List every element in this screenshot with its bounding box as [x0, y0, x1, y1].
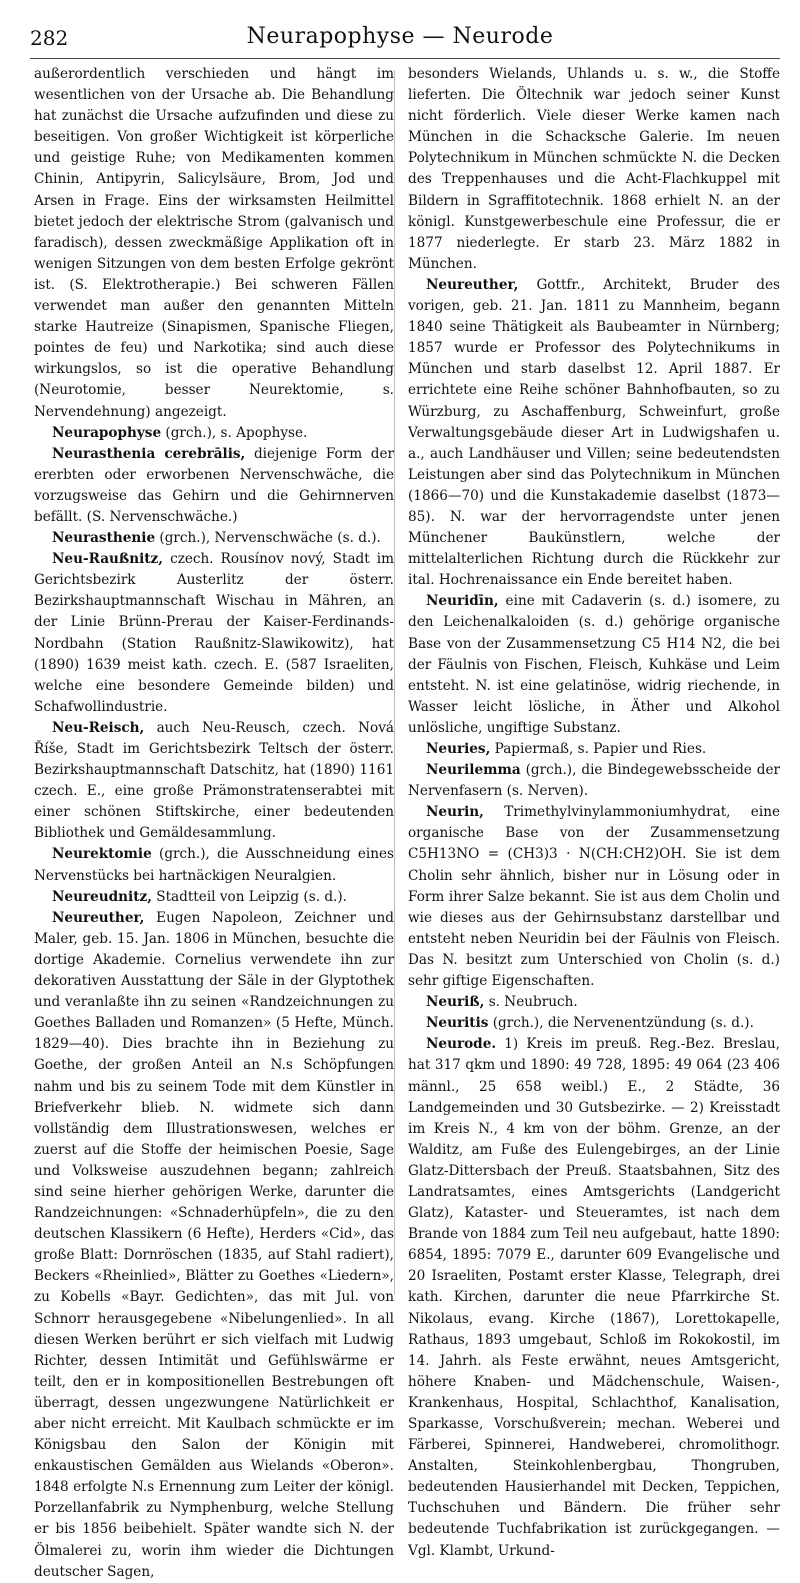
dictionary-entry — [408, 64, 780, 275]
dictionary-entry — [34, 908, 394, 1583]
header-rule — [30, 58, 780, 59]
page-number: 282 — [30, 26, 69, 50]
entry-text: außerordentlich verschieden und hängt im wesentlichen von der Ursache ab. Die Behandlung hat zunächst die Ursache aufzufinden und diese zu beseitigen. Von großer Wichtigkeit ist körperliche und geistige Ruhe; von Medikamenten kommen Chinin, Antipyrin, Salicylsäure, Brom, Jod und Arsen in Frage. Eins der wirksamsten Heilmittel bietet jedoch der elektrische Strom (galvanisch und faradisch), dessen zweckmäßige Applikation oft in wenigen Sitzungen von dem besten Erfolge gekrönt ist. (S. Elektrotherapie.) Bei schweren Fällen verwendet man außer den genannten Mitteln starke Hautreize (Sinapismen, Spanische Fliegen, pointes de feu) und Narkotika; sind auch diese wirkungslos, so ist die operative Behandlung (Neurotomie, besser Neurektomie, s. Nervendehnung) angezeigt. — [34, 66, 394, 420]
entry-text: Papiermaß, s. Papier und Ries. — [494, 741, 707, 757]
entry-headword: Neurilemma — [426, 762, 521, 779]
entry-text: eine mit Cadaverin (s. d.) isomere, zu den Leichenalkaloiden (s. d.) gehörige organische Base von der Zusammensetzung C5 H14 N2, die bei der Fäulnis von Fischen, Fleisch, Kuhkäse und Leim entsteht. N. ist eine gelatinöse, widrig riechende, in Wasser leicht lösliche, in Äther und Alkohol unlösliche, ungiftige Substanz. — [408, 593, 780, 736]
entry-headword: Neuriß, — [426, 994, 485, 1011]
dictionary-entry — [34, 718, 394, 845]
entry-headword: Neureuther, — [52, 909, 145, 926]
dictionary-entry — [34, 423, 394, 444]
entry-text: (grch.), die Bindegewebsscheide der Nervenfasern (s. Nerven). — [408, 762, 780, 800]
dictionary-entry — [408, 760, 780, 802]
entry-headword: Neurin, — [426, 804, 484, 821]
dictionary-entry — [34, 528, 394, 549]
entry-text: (grch.), die Ausschneidung eines Nervenstücks bei hartnäckigen Neuralgien. — [34, 846, 394, 884]
entry-text: czech. Rousínov nový, Stadt im Gerichtsbezirk Austerlitz der österr. Bezirkshauptmannschaft Wischau in Mähren, an der Linie Brünn-Prerau der Kaiser-Ferdinands-Nordbahn (Station Raußnitz-Slawikowitz), hat (1890) 1639 meist kath. czech. E. (587 Israeliten, welche eine besondere Gemeinde bilden) und Schafwollindustrie. — [34, 551, 394, 715]
entry-text: auch Neu-Reusch, czech. Nová Říše, Stadt im Gerichtsbezirk Teltsch der österr. Bezirkshauptmannschaft Datschitz, hat (1890) 1161 czech. E., eine große Prämonstratenserabtei mit einer schönen Stiftskirche, einer bedeutenden Bibliothek und Gemäldesammlung. — [34, 719, 394, 842]
dictionary-entry — [34, 887, 394, 908]
entry-text: 1) Kreis im preuß. Reg.-Bez. Breslau, hat 317 qkm und 1890: 49 728, 1895: 49 064 (23 406 männl., 25 658 weibl.) E., 2 Städte, 36 Landgemeinden und 30 Gutsbezirke. — 2) Kreisstadt im Kreis N., 4 km von der böhm. Grenze, an der Walditz, am Fuße des Eulengebirges, an der Linie Glatz-Dittersbach der Preuß. Staatsbahnen, Sitz des Landratsamtes, eines Amtsgerichts (Landgericht Glatz), Kataster- und Steueramtes, ist nach dem Brande von 1884 zum Teil neu aufgebaut, hatte 1890: 6854, 1895: 7079 E., darunter 609 Evangelische und 20 Israeliten, Postamt erster Klasse, Telegraph, drei kath. Kirchen, darunter die neue Pfarrkirche St. Nikolaus, evang. Kirche (1867), Lorettokapelle, Rathaus, 1893 umgebaut, Schloß im Rokokostil, im 14. Jahrh. als Feste erwähnt, neues Amtsgericht, höhere Knaben- und Mädchenschule, Waisen-, Krankenhaus, Hospital, Schlachthof, Kanalisation, Sparkasse, Vorschußverein; mechan. Weberei und Färberei, Spinnerei, Handweberei, chromolithogr. Anstalten, Steinkohlenbergbau, Thongruben, bedeutenden Hausierhandel mit Decken, Teppichen, Tuchschuhen und Bändern. Die früher sehr bedeutende Tuchfabrikation ist zurückgegangen. — Vgl. Klambt, Urkund- — [408, 1036, 781, 1559]
entry-headword: Neureudnitz, — [52, 888, 152, 905]
entry-text: s. Neubruch. — [488, 994, 578, 1011]
dictionary-entry — [408, 1013, 780, 1034]
entry-headword: Neu-Raußnitz, — [52, 551, 164, 568]
running-title: Neurapophyse — Neurode — [246, 24, 554, 49]
dictionary-entry — [408, 1034, 780, 1561]
entry-headword: Neurode. — [426, 1036, 497, 1053]
dictionary-entry — [408, 802, 780, 992]
entry-headword: Neurapophyse — [52, 424, 162, 441]
entry-headword: Neuries, — [426, 741, 491, 757]
entry-text: Gottfr., Architekt, Bruder des vorigen, geb. 21. Jan. 1811 zu Mannheim, begann 1840 seine Thätigkeit als Baubeamter in Nürnberg; 1857 wurde er Professor des Polytechnikums in München und starb daselbst 12. April 1887. Er errichtete eine Reihe schöner Bahnhofbauten, so zu Würzburg, zu Aschaffenburg, Schweinfurt, große Verwaltungsgebäude dieser Art in Ludwigshafen u. a., auch Landhäuser und Villen; seine bedeutendsten Leistungen aber sind das Polytechnikum in München (1866—70) und die Kunstakademie daselbst (1873—85). N. war der hervorragendste unter jenen Münchener Baukünstlern, welche der mittelalterlichen Richtung durch die Rückkehr zur ital. Hochrenaissance ein Ende bereitet haben. — [408, 276, 780, 589]
entry-headword: Neuridīn, — [426, 593, 499, 610]
dictionary-entry — [34, 844, 394, 886]
left-column — [34, 64, 395, 1580]
dictionary-entry — [34, 444, 394, 528]
column-divider — [394, 70, 395, 1295]
dictionary-entry — [408, 591, 780, 739]
entry-headword: Neurasthenia cerebrālis, — [52, 445, 246, 462]
entry-text: Trimethylvinylammoniumhydrat, eine organische Base von der Zusammensetzung C5H13NO = (CH3)3 · N(CH:CH2)OH. Sie ist dem Cholin sehr ähnlich, bisher nur in Lösung oder in Form ihrer Salze bekannt. Sie ist aus dem Cholin und wie dieses aus der Gehirnsubstanz darstellbar und entsteht neben Neuridin bei der Fäulnis von Fleisch. Das N. besitzt zum Unterschied von Cholin (s. d.) sehr giftige Eigenschaften. — [408, 804, 780, 990]
entry-text: (grch.), die Nervenentzündung (s. d.). — [492, 1015, 754, 1032]
dictionary-entry — [408, 992, 780, 1013]
entry-text: Stadtteil von Leipzig (s. d.). — [156, 888, 347, 905]
entry-text: diejenige Form der ererbten oder erworbenen Nervenschwäche, die vorzugsweise das Gehirn und die Gehirnnerven befällt. (S. Nervenschwäche.) — [34, 445, 395, 525]
entry-text: (grch.), Nervenschwäche (s. d.). — [159, 530, 381, 547]
entry-text: Eugen Napoleon, Zeichner und Maler, geb. 15. Jan. 1806 in München, besuchte die dortige Akademie. Cornelius verwendete ihn zur dekorativen Ausstattung der Säle in der Glyptothek und veranlaßte ihn zu seinen «Randzeichnungen zu Goethes Balladen und Romanzen» (5 Hefte, Münch. 1829—40). Dies brachte ihn in Beziehung zu Goethe, der großen Anteil an N.s Schöpfungen nahm und bis zu seinem Tode mit dem Künstler in Briefverkehr blieb. N. widmete sich dann vollständig dem Illustrationswesen, welches er zuerst auf die Stoffe der heimischen Poesie, Sage und Volksweise auszudehnen begann; zahlreich sind seine hierher gehörigen Werke, darunter die Randzeichnungen: «Schnaderhüpfeln», die zu den deutschen Klassikern (6 Hefte), Herders «Cid», das große Blatt: Dornröschen (1835, auf Stahl radiert), Beckers «Rheinlied», Blätter zu Goethes «Liedern», zu Kobells «Bayr. Gedichten», das mit Jul. von Schnorr herausgegebene «Nibelungenlied». In all diesen Werken berührt er sich vielfach mit Ludwig Richter, dessen Intimität und Gefühlswärme er teilt, den er in kompositionellen Bestrebungen oft überragt, dessen ungezwungene Natürlichkeit er aber nicht erreicht. Mit Kaulbach schmückte er im Königsbau den Salon der Königin mit enkaustischen Gemälden aus Wielands «Oberon». 1848 erfolgte N.s Ernennung zum Leiter der königl. Porzellanfabrik zu Nymphenburg, welche Stellung er bis 1856 beibehielt. Später wandte sich N. der Ölmalerei zu, worin ihm wieder die Dichtungen deutscher Sagen, — [34, 909, 394, 1580]
entry-text: besonders Wielands, Uhlands u. s. w., die Stoffe lieferten. Die Öltechnik war jedoch seiner Kunst nicht förderlich. Viele dieser Werke kamen nach München in die Schacksche Galerie. Im neuen Polytechnikum in München schmückte N. die Decken des Treppenhauses und die Acht-Flachkuppel mit Bildern in Sgraffitotechnik. 1868 erhielt N. an der königl. Kunstgewerbeschule eine Professur, die er 1877 niederlegte. Er starb 23. März 1882 in München. — [408, 66, 780, 272]
entry-text: (grch.), s. Apophyse. — [165, 424, 308, 441]
entry-headword: Neurasthenie — [52, 530, 156, 547]
dictionary-entry — [408, 739, 780, 760]
page-header — [0, 0, 800, 60]
entry-headword: Neureuther, — [426, 276, 519, 293]
dictionary-entry — [34, 549, 394, 718]
right-column — [408, 64, 781, 1559]
dictionary-entry — [408, 275, 780, 591]
entry-headword: Neuritis — [426, 1015, 489, 1032]
entry-headword: Neu-Reisch, — [52, 719, 145, 736]
entry-headword: Neurektomie — [52, 846, 152, 863]
dictionary-entry — [34, 64, 394, 423]
